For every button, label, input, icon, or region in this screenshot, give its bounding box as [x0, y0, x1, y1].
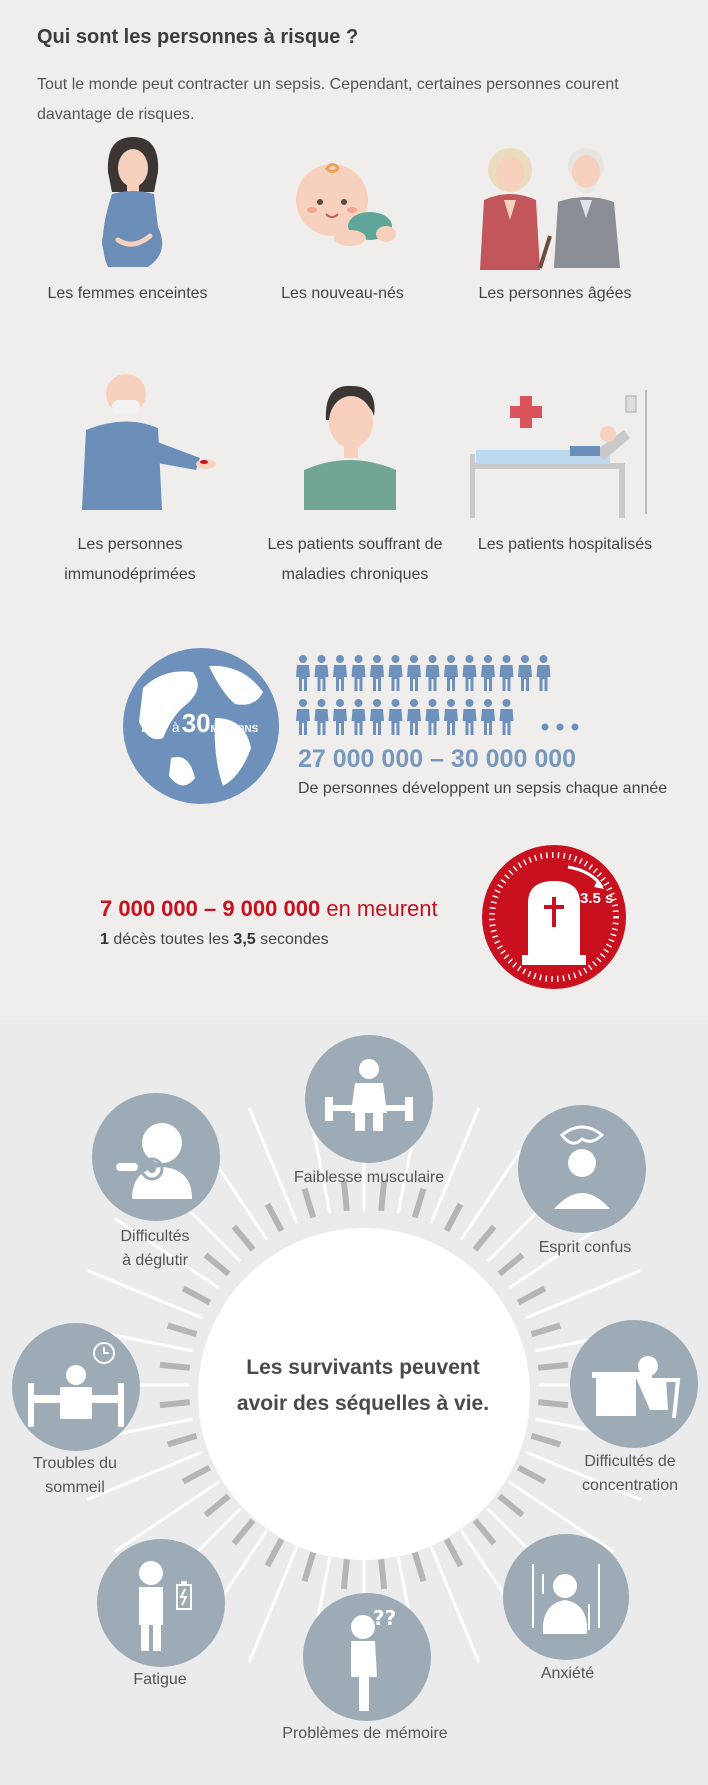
pregnant-woman-icon — [88, 132, 178, 272]
sunburst-ray — [518, 1288, 545, 1302]
timer-label: 3.5 s — [580, 890, 614, 907]
globe-to-word: à — [171, 719, 180, 735]
globe-to: 30 — [181, 708, 211, 738]
sequela-label-swallowing-line1: Difficultés — [120, 1228, 190, 1245]
sunburst-ray — [249, 1547, 297, 1663]
risk-label-elderly: Les personnes âgées — [478, 285, 632, 302]
anxious-person-icon — [503, 1534, 629, 1660]
sequela-label-sleep — [15, 1452, 135, 1500]
sunburst-ray — [415, 1553, 424, 1582]
sequela-label-sleep-line1: Troubles du — [33, 1455, 117, 1472]
risk-label-chronic-line1: Les patients souffrant de — [267, 536, 443, 553]
hospital-bed-icon — [470, 388, 662, 518]
sunburst-ray — [267, 1539, 281, 1566]
risk-label-chronic — [255, 530, 455, 590]
people-row-1 — [296, 655, 551, 691]
sunburst-ray — [447, 1204, 461, 1231]
sequela-label-swallowing — [95, 1225, 215, 1273]
sunburst-ray — [183, 1288, 210, 1302]
sequela-label-fatigue: Fatigue — [133, 1671, 187, 1688]
sequela-label-sleep-line2: sommeil — [45, 1479, 105, 1496]
masked-man-pill-icon — [82, 370, 222, 510]
center-message — [218, 1350, 508, 1422]
stats-range: 27 000 000 – 30 000 000 — [298, 745, 577, 773]
sunburst-ray — [234, 1227, 253, 1250]
sunburst-ray — [206, 1496, 229, 1515]
sunburst-ray — [532, 1436, 561, 1445]
sequela-label-memory: Problèmes de mémoire — [282, 1725, 448, 1742]
risk-label-immuno-line1: Les personnes — [77, 536, 183, 553]
sunburst-ray — [168, 1326, 197, 1335]
sunburst-ray — [160, 1402, 190, 1405]
sunburst-ray — [499, 1496, 522, 1515]
sunburst-ray — [344, 1559, 347, 1589]
stats-description: De personnes développent un sepsis chaque année — [298, 780, 668, 797]
sunburst-ray — [183, 1468, 210, 1482]
deaths-count: 1 — [100, 931, 109, 948]
gravestone-timer-icon — [482, 845, 626, 989]
sunburst-ray — [538, 1365, 568, 1368]
sequela-label-concentration-line1: Difficultés de — [584, 1453, 676, 1470]
sunburst-ray — [538, 1402, 568, 1405]
risk-label-hospitalised: Les patients hospitalisés — [477, 536, 653, 553]
sunburst-ray — [267, 1204, 281, 1231]
deaths-interval: 3,5 — [233, 931, 256, 948]
people-pictogram — [296, 655, 596, 735]
risk-label-immuno — [40, 530, 220, 590]
sunburst-ray — [87, 1270, 203, 1318]
sunburst-ray — [381, 1559, 384, 1589]
risk-label-newborn: Les nouveau-nés — [281, 285, 404, 302]
weightlifter-icon — [305, 1035, 433, 1163]
sunburst-ray — [475, 1227, 494, 1250]
svg-text:??: ?? — [373, 1606, 397, 1630]
sunburst-ray — [305, 1189, 314, 1218]
sunburst-ray — [415, 1189, 424, 1218]
deaths-text-end: secondes — [255, 931, 329, 948]
deaths-range: 7 000 000 – 9 000 000 — [100, 896, 321, 921]
sunburst-ray — [234, 1520, 253, 1543]
globe-from: 27 — [141, 708, 170, 738]
intro-text: Tout le monde peut contracter un sepsis. Cependant, certaines personnes courent davantage de risques. — [37, 76, 619, 123]
patient-icon — [304, 380, 396, 510]
sunburst-ray — [518, 1468, 545, 1482]
sunburst-ray — [532, 1326, 561, 1335]
sunburst-ray — [475, 1520, 494, 1543]
sequela-label-swallowing-line2: à déglutir — [122, 1252, 188, 1269]
center-line2: avoir des séquelles à vie. — [236, 1392, 490, 1415]
people-row-2 — [296, 699, 579, 735]
deaths-heading — [100, 896, 438, 922]
sunburst-ray — [526, 1270, 642, 1318]
deaths-rate — [100, 931, 329, 949]
sunburst-ray — [447, 1539, 461, 1566]
sequela-label-anxiety: Anxiété — [540, 1665, 595, 1682]
deaths-text-mid: décès toutes les — [108, 931, 234, 948]
globe-figure — [141, 708, 258, 739]
elderly-couple-icon — [474, 140, 640, 270]
newborn-icon — [290, 158, 400, 258]
sequela-label-concentration — [565, 1450, 695, 1498]
risk-label-chronic-line2: maladies chroniques — [281, 566, 429, 583]
throat-icon — [92, 1093, 220, 1221]
sequela-label-confusion: Esprit confus — [538, 1239, 632, 1256]
desk-slump-icon — [570, 1320, 698, 1448]
sunburst-ray — [431, 1547, 479, 1663]
deaths-suffix: en meurent — [320, 896, 438, 921]
globe-unit: MILLIONS — [210, 724, 259, 735]
sequela-label-concentration-line2: concentration — [581, 1477, 679, 1494]
risk-label-immuno-line2: immunodéprimées — [64, 566, 196, 583]
sunburst-ray — [160, 1365, 190, 1368]
bed-clock-icon — [12, 1323, 140, 1451]
confused-head-icon — [518, 1105, 646, 1233]
center-line1: Les survivants peuvent — [246, 1356, 480, 1379]
risk-label-pregnant: Les femmes enceintes — [47, 285, 208, 302]
low-battery-person-icon — [97, 1539, 225, 1667]
memory-question-icon — [303, 1593, 431, 1721]
sunburst-ray — [168, 1436, 197, 1445]
sequela-label-muscle: Faiblesse musculaire — [293, 1169, 445, 1186]
sunburst-ray — [305, 1553, 314, 1582]
page-title: Qui sont les personnes à risque ? — [37, 26, 359, 48]
